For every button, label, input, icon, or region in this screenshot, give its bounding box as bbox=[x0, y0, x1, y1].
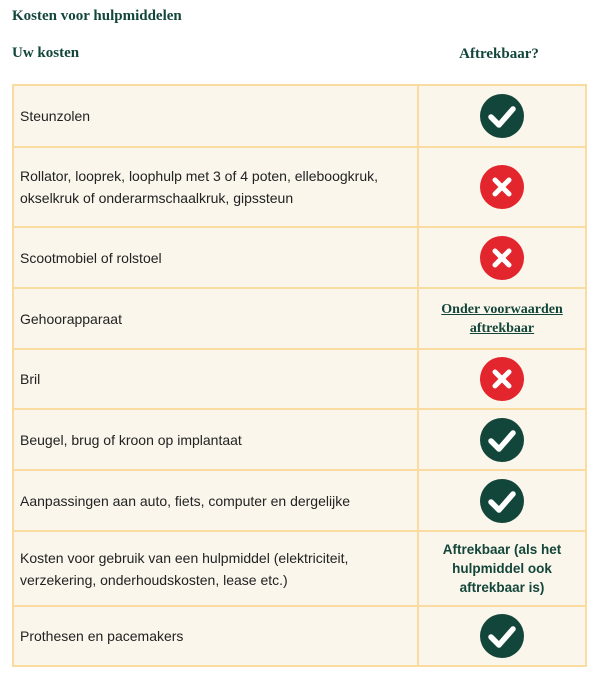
column-header-costs: Uw kosten bbox=[12, 45, 80, 61]
item-label: Scootmobiel of rolstoel bbox=[13, 227, 418, 288]
check-icon bbox=[480, 418, 524, 462]
table-row bbox=[13, 147, 586, 227]
table-row bbox=[13, 409, 586, 470]
table-row bbox=[13, 288, 586, 349]
check-icon bbox=[480, 479, 524, 523]
item-label: Aanpassingen aan auto, fiets, computer en dergelijke bbox=[13, 470, 418, 531]
table-row bbox=[13, 531, 586, 606]
check-icon bbox=[480, 94, 524, 138]
item-label: Rollator, looprek, loophulp met 3 of 4 poten, elleboogkruk, okselkruk of onderarmschaalkruk, gipssteun bbox=[13, 147, 418, 227]
deductible-condition: Aftrekbaar (als het hulpmiddel ook aftrekbaar is) bbox=[442, 542, 562, 595]
conditional-link[interactable]: Onder voorwaarden aftrekbaar bbox=[441, 301, 563, 336]
item-label: Bril bbox=[13, 349, 418, 409]
table-row bbox=[13, 227, 586, 288]
item-label: Steunzolen bbox=[13, 85, 418, 147]
item-label: Prothesen en pacemakers bbox=[13, 606, 418, 666]
item-label: Kosten voor gebruik van een hulpmiddel (elektriciteit, verzekering, onderhoudskosten, lease etc.) bbox=[13, 531, 418, 606]
page-title: Kosten voor hulpmiddelen bbox=[12, 8, 182, 24]
item-label: Gehoorapparaat bbox=[13, 288, 418, 349]
cost-table bbox=[12, 84, 587, 667]
cross-icon bbox=[480, 165, 524, 209]
table-row bbox=[13, 349, 586, 409]
table-row bbox=[13, 470, 586, 531]
table-row bbox=[13, 606, 586, 666]
check-icon bbox=[480, 614, 524, 658]
table-row bbox=[13, 85, 586, 147]
item-label: Beugel, brug of kroon op implantaat bbox=[13, 409, 418, 470]
cross-icon bbox=[480, 236, 524, 280]
column-header-deductible: Aftrekbaar? bbox=[459, 46, 539, 62]
cross-icon bbox=[480, 357, 524, 401]
